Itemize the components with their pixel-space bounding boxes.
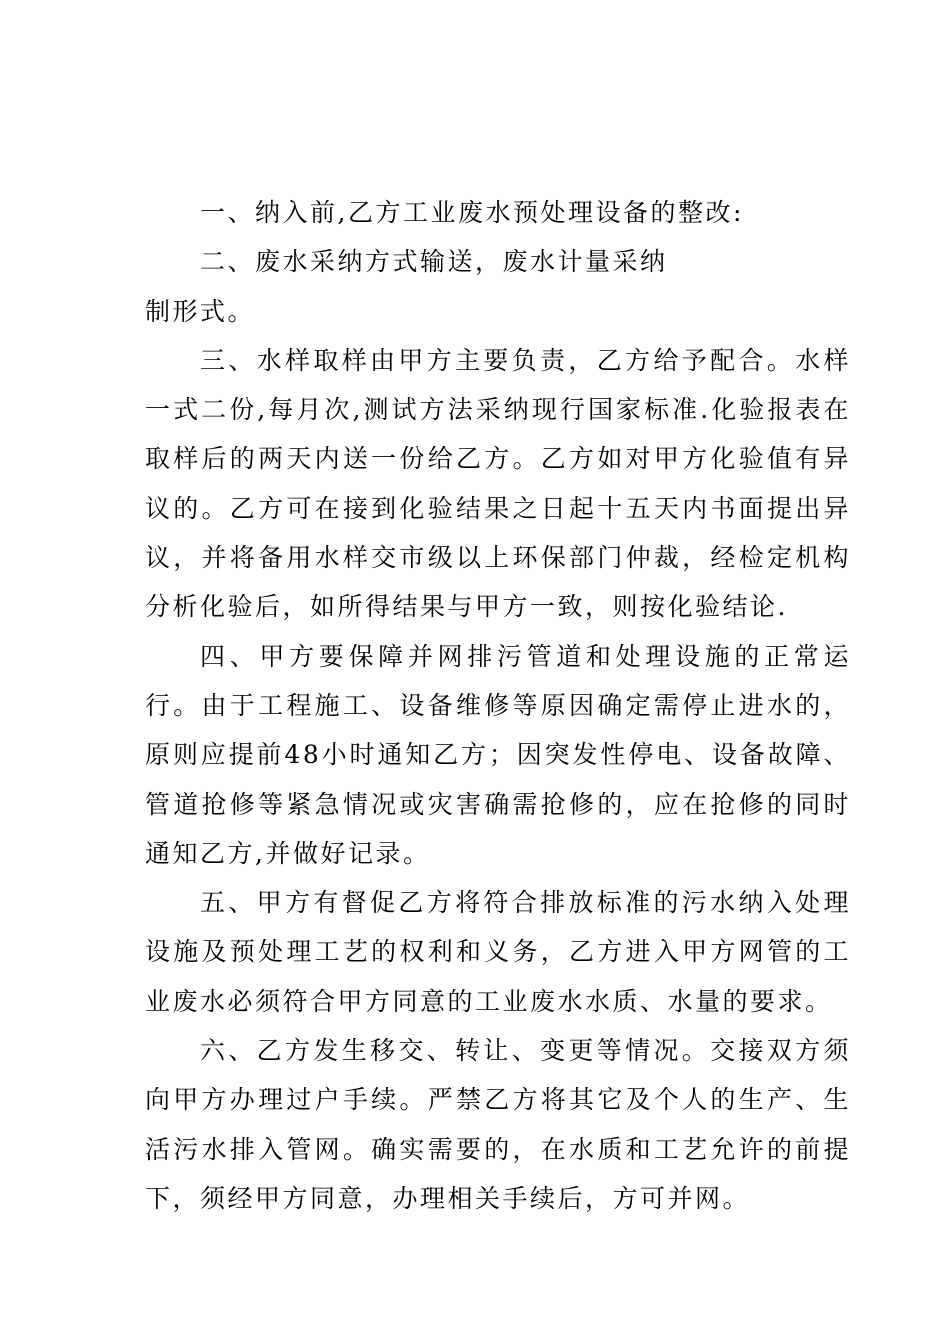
paragraph-6: 六、乙方发生移交、转让、变更等情况。交接双方须向甲方办理过户手续。严禁乙方将其它及个人的生产、生活污水排入管网。确实需要的，在水质和工艺允许的前提下，须经甲方同意，办理相关手续后，方可并网。 — [145, 1036, 851, 1213]
paragraph-5: 五、甲方有督促乙方将符合排放标准的污水纳入处理设施及预处理工艺的权利和义务，乙方进入甲方网管的工业废水必须符合甲方同意的工业废水水质、水量的要求。 — [145, 888, 851, 1016]
document-body — [145, 188, 851, 1223]
paragraph-2: 二、废水采纳方式输送，废水计量采纳 — [200, 247, 668, 277]
paragraph-3: 三、水样取样由甲方主要负责，乙方给予配合。水样一式二份,每月次,测试方法采纳现行国家标准.化验报表在取样后的两天内送一份给乙方。乙方如对甲方化验值有异议的。乙方可在接到化验结果之日起十五天内书面提出异议，并将备用水样交市级以上环保部门仲裁，经检定机构分析化验后，如所得结果与甲方一致，则按化验结论. — [145, 345, 851, 622]
paragraph-2-continuation: 制形式。 — [145, 296, 256, 326]
paragraph-4: 四、甲方要保障并网排污管道和处理设施的正常运行。由于工程施工、设备维修等原因确定需停止进水的，原则应提前48小时通知乙方；因突发性停电、设备故障、管道抢修等紧急情况或灾害确需抢修的，应在抢修的同时通知乙方,并做好记录。 — [145, 641, 851, 868]
paragraph-1: 一、纳入前,乙方工业废水预处理设备的整改: — [200, 198, 744, 227]
